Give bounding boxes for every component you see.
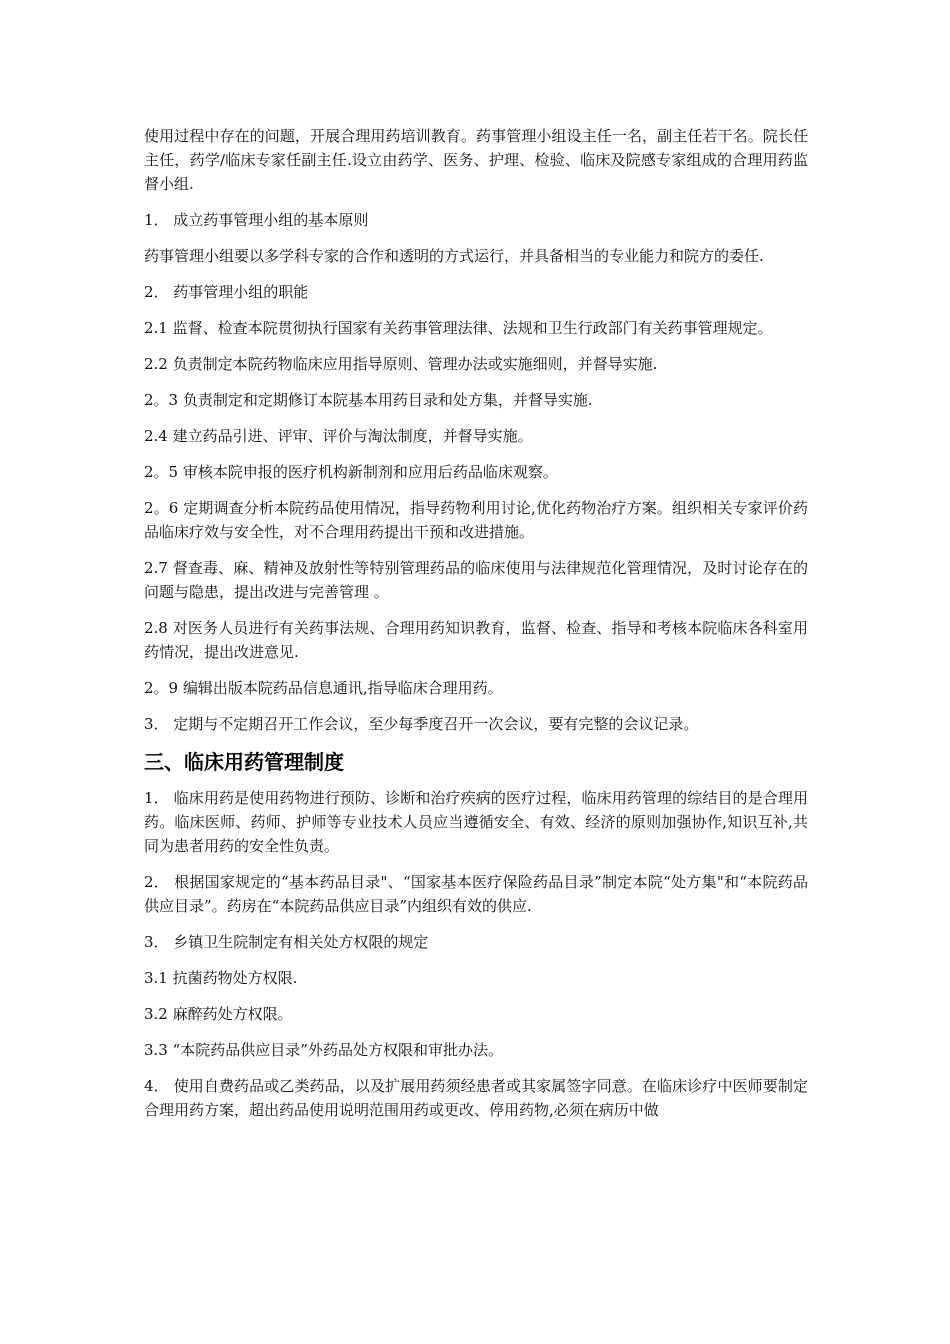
paragraph: 药事管理小组要以多学科专家的合作和透明的方式运行，并具备相当的专业能力和院方的委任. bbox=[144, 247, 764, 265]
document-page bbox=[144, 124, 808, 1134]
section-item: 1． 成立药事管理小组的基本原则 bbox=[144, 211, 369, 229]
clause-2-6: 2。6 定期调查分析本院药品使用情况，指导药物利用讨论,优化药物治疗方案。组织相关专家评价药品临床疗效与安全性，对不合理用药提出干预和改进措施。 bbox=[144, 499, 808, 541]
clause-2-8: 2.8 对医务人员进行有关药事法规、合理用药知识教育，监督、检查、指导和考核本院临床各科室用药情况，提出改进意见. bbox=[144, 619, 808, 661]
clause-2-5: 2。5 审核本院申报的医疗机构新制剂和应用后药品临床观察。 bbox=[144, 463, 558, 481]
clause-2-4: 2.4 建立药品引进、评审、评价与淘汰制度，并督导实施。 bbox=[144, 427, 533, 445]
clause-3-1: 3.1 抗菌药物处方权限. bbox=[144, 969, 298, 987]
section-heading: 三、临床用药管理制度 bbox=[144, 750, 344, 774]
clause-2-7: 2.7 督查毒、麻、精神及放射性等特别管理药品的临床使用与法律规范化管理情况，及时讨论存在的问题与隐患，提出改进与完善管理 。 bbox=[144, 559, 808, 601]
clause-2-2: 2.2 负责制定本院药物临床应用指导原则、管理办法或实施细则，并督导实施. bbox=[144, 355, 658, 373]
clause-3-2: 3.2 麻醉药处方权限。 bbox=[144, 1005, 293, 1023]
clause-2-3: 2。3 负责制定和定期修订本院基本用药目录和处方集，并督导实施. bbox=[144, 391, 593, 409]
section-item: 1． 临床用药是使用药物进行预防、诊断和治疗疾病的医疗过程，临床用药管理的综结目的是合理用药。临床医师、药师、护师等专业技术人员应当遵循安全、有效、经济的原则加强协作,知识互补,共同为患者用药的安全性负责。 bbox=[144, 789, 808, 855]
clause-2-9: 2。9 编辑出版本院药品信息通讯,指导临床合理用药。 bbox=[144, 679, 503, 697]
section-item: 4． 使用自费药品或乙类药品，以及扩展用药须经患者或其家属签字同意。在临床诊疗中医师要制定合理用药方案，超出药品使用说明范围用药或更改、停用药物,必须在病历中做 bbox=[144, 1077, 808, 1119]
clause-3-3: 3.3 “本院药品供应目录”外药品处方权限和审批办法。 bbox=[144, 1041, 503, 1059]
clause-2-1: 2.1 监督、检查本院贯彻执行国家有关药事管理法律、法规和卫生行政部门有关药事管理规定。 bbox=[144, 319, 773, 337]
section-item: 2． 药事管理小组的职能 bbox=[144, 283, 309, 301]
section-item: 3． 乡镇卫生院制定有相关处方权限的规定 bbox=[144, 933, 429, 951]
section-item: 2． 根据国家规定的“基本药品目录"、“国家基本医疗保险药品目录”制定本院“处方集"和“本院药品供应目录”。药房在“本院药品供应目录”内组织有效的供应. bbox=[144, 873, 808, 915]
section-item: 3． 定期与不定期召开工作会议，至少每季度召开一次会议，要有完整的会议记录。 bbox=[144, 715, 699, 733]
paragraph: 使用过程中存在的问题，开展合理用药培训教育。药事管理小组设主任一名，副主任若干名。院长任主任，药学/临床专家任副主任.设立由药学、医务、护理、检验、临床及院感专家组成的合理用药监督小组. bbox=[144, 127, 808, 193]
